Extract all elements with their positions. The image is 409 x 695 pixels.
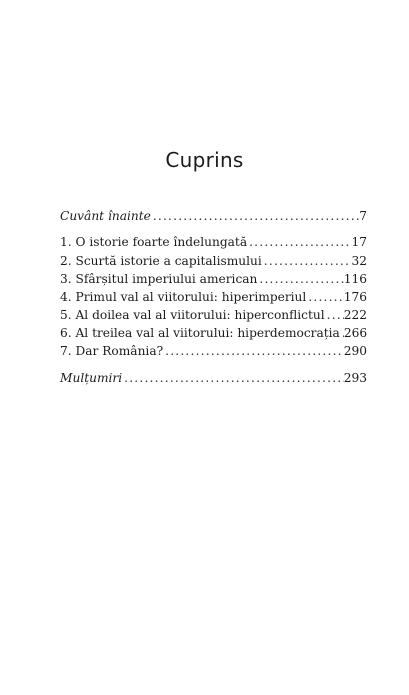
toc-entry-page: 293	[343, 371, 367, 385]
toc-entry-label: 4. Primul val al viitorului: hiperimperiul	[60, 290, 307, 304]
leader-dots	[262, 254, 352, 268]
toc-entry-label: 7. Dar România?	[60, 344, 164, 358]
toc-entry-chapter-1	[60, 235, 367, 252]
page-title: Cuprins	[165, 148, 244, 172]
leader-dots	[257, 272, 343, 286]
toc-entry-label: 5. Al doilea val al viitorului: hiperconflictul	[60, 308, 325, 322]
leader-dots	[325, 308, 344, 322]
toc-entry-page: 266	[343, 326, 368, 340]
toc-entry-chapter-4	[60, 290, 367, 307]
toc-entry-acknowledgements	[60, 371, 367, 388]
leader-dots	[306, 290, 343, 304]
leader-dots	[151, 209, 359, 223]
toc-entry-page: 290	[343, 344, 367, 358]
toc-entry-page: 32	[351, 254, 367, 268]
toc-entry-chapter-2	[60, 254, 367, 271]
leader-dots	[163, 344, 344, 358]
toc-entry-chapter-7	[60, 344, 367, 361]
toc-entry-chapter-5	[60, 308, 367, 325]
toc-entry-page: 222	[343, 308, 367, 322]
toc-entry-page: 17	[351, 235, 367, 249]
toc-entry-label: Mulțumiri	[60, 371, 123, 385]
toc-entry-chapter-6	[60, 326, 367, 343]
leader-dots	[247, 235, 351, 249]
toc-entry-page: 176	[343, 290, 367, 304]
toc-entry-label: 2. Scurtă istorie a capitalismului	[60, 254, 262, 268]
toc-entry-label: 6. Al treilea val al viitorului: hiperdemocrația	[60, 326, 340, 340]
toc-entry-chapter-3	[60, 272, 367, 289]
toc-entry-label: 3. Sfârșitul imperiului american	[60, 272, 258, 286]
toc-entry-page: 7	[359, 209, 367, 223]
toc-entry-label: 1. O istorie foarte îndelungată	[60, 235, 248, 249]
toc-entry-label: Cuvânt înainte	[60, 209, 151, 223]
leader-dots	[122, 371, 344, 385]
toc-entry-page: 116	[343, 272, 367, 286]
toc-entry-foreword	[60, 209, 367, 226]
